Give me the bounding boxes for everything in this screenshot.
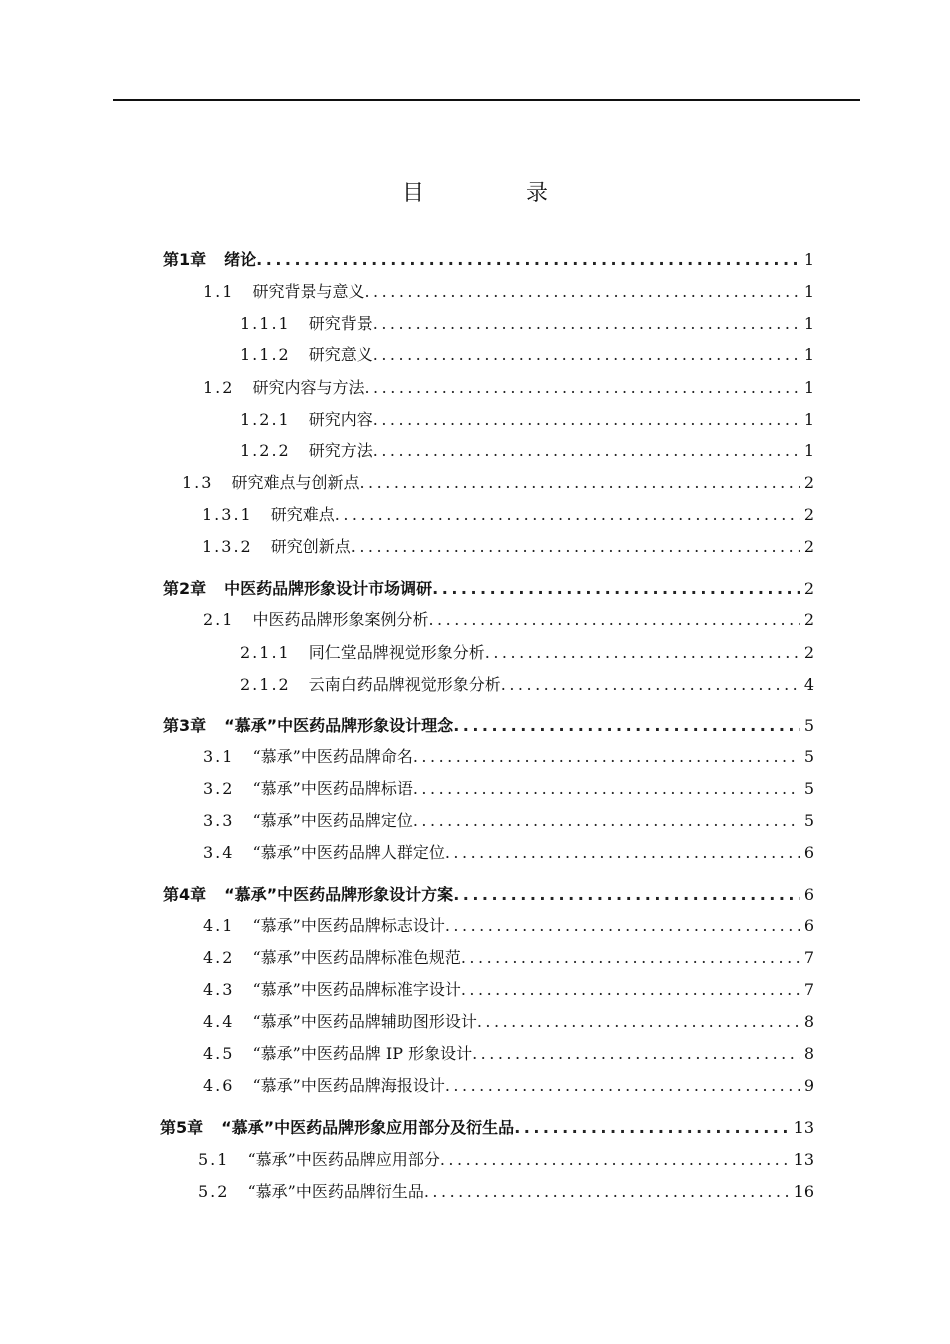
toc-entry[interactable] [203,1074,814,1098]
toc-leader [413,777,800,801]
toc-title: “慕承”中医药品牌形象设计方案 [224,885,454,904]
toc-leader [413,809,800,833]
toc-leader [364,376,799,400]
toc-page: 2 [803,579,814,598]
toc-number: 4.4 [203,1012,235,1031]
toc-entry[interactable] [203,1042,814,1066]
toc-leader [364,280,799,304]
toc-title: 同仁堂品牌视觉形象分析 [308,643,485,662]
toc-title: “慕承”中医药品牌 IP 形象设计 [252,1044,473,1063]
toc-leader [514,1116,789,1140]
toc-number: 3.3 [203,811,235,830]
toc-title: “慕承”中医药品牌应用部分 [247,1150,440,1169]
toc-leader [413,745,800,769]
toc-leader [445,914,800,938]
toc-number: 第4章 [163,885,207,904]
toc-title: 研究背景与意义 [252,282,365,301]
toc-leader [461,978,800,1002]
toc-leader [453,714,800,738]
toc-number: 2.1.2 [240,675,291,694]
toc-title: 中医药品牌形象案例分析 [252,610,429,629]
toc-title: “慕承”中医药品牌人群定位 [252,843,445,862]
toc-page: 6 [803,916,814,935]
toc-page: 1 [803,314,814,333]
toc-title: “慕承”中医药品牌标志设计 [252,916,445,935]
toc-number: 3.4 [203,843,235,862]
toc-leader [373,439,800,463]
toc-number: 4.6 [203,1076,235,1095]
toc-page: 8 [803,1012,814,1031]
toc-entry[interactable] [203,914,814,938]
toc-entry[interactable] [203,946,814,970]
toc-title: 绪论 [224,250,257,269]
toc-leader [477,1010,800,1034]
toc-entry[interactable] [240,343,814,367]
toc-title: “慕承”中医药品牌命名 [252,747,413,766]
toc-entry[interactable] [240,408,814,432]
toc-page: 1 [803,282,814,301]
toc-title: “慕承”中医药品牌标准字设计 [252,980,461,999]
toc-leader [472,1042,800,1066]
toc-page: 2 [803,610,814,629]
toc-page: 1 [803,441,814,460]
toc-number: 1.2.2 [240,441,291,460]
toc-leader [256,248,800,272]
toc-page: 13 [793,1118,814,1137]
toc-entry[interactable] [203,777,814,801]
toc-leader [445,1074,800,1098]
toc-entry[interactable] [203,978,814,1002]
toc-number: 第5章 [160,1118,204,1137]
toc-page: 5 [803,747,814,766]
toc-number: 第3章 [163,716,207,735]
toc-title: “慕承”中医药品牌海报设计 [252,1076,445,1095]
toc-leader [432,577,800,601]
toc-leader [373,408,800,432]
toc-entry[interactable] [198,1148,814,1172]
toc-number: 1.1 [203,282,235,301]
toc-page: 2 [803,537,814,556]
toc-entry[interactable] [203,608,814,632]
toc-title: 研究难点与创新点 [231,473,360,492]
toc-entry[interactable] [203,809,814,833]
toc-entry[interactable] [240,312,814,336]
toc-number: 1.2.1 [240,410,291,429]
toc-leader [424,1180,790,1204]
toc-entry[interactable] [202,503,814,527]
toc-number: 1.3.2 [202,537,253,556]
toc-entry[interactable] [203,280,814,304]
toc-number: 5.2 [198,1182,230,1201]
page-title: 目 录 [401,181,588,206]
toc-title: 研究难点 [270,505,335,524]
toc-entry[interactable] [203,841,814,865]
toc-entry[interactable] [202,535,814,559]
toc-page: 13 [793,1150,814,1169]
toc-number: 4.3 [203,980,235,999]
toc-page: 2 [803,505,814,524]
toc-page: 1 [803,378,814,397]
toc-page: 6 [803,843,814,862]
toc-number: 4.2 [203,948,235,967]
toc-title: “慕承”中医药品牌标准色规范 [252,948,461,967]
toc-title: “慕承”中医药品牌标语 [252,779,413,798]
toc-number: 3.1 [203,747,235,766]
toc-entry[interactable] [163,883,814,907]
toc-number: 1.1.2 [240,345,291,364]
toc-title: 研究内容与方法 [252,378,365,397]
toc-page: 1 [803,250,814,269]
toc-title: “慕承”中医药品牌定位 [252,811,413,830]
toc-leader [501,673,800,697]
toc-entry[interactable] [163,714,814,738]
toc-entry[interactable] [198,1180,814,1204]
toc-page: 4 [803,675,814,694]
toc-page: 5 [803,779,814,798]
toc-leader [359,471,799,495]
toc-leader [453,883,800,907]
toc-number: 2.1 [203,610,235,629]
toc-title: 云南白药品牌视觉形象分析 [308,675,501,694]
toc-title: “慕承”中医药品牌辅助图形设计 [252,1012,477,1031]
toc-number: 5.1 [198,1150,230,1169]
toc-leader [485,641,800,665]
toc-page: 16 [793,1182,814,1201]
toc-entry[interactable] [203,745,814,769]
toc-number: 1.3 [182,473,214,492]
toc-page: 5 [803,716,814,735]
toc-number: 4.5 [203,1044,235,1063]
toc-title: 研究意义 [308,345,373,364]
toc-entry[interactable] [160,1116,814,1140]
toc-entry[interactable] [163,577,814,601]
toc-number: 1.3.1 [202,505,253,524]
toc-title: 研究创新点 [270,537,351,556]
toc-number: 1.2 [203,378,235,397]
toc-number: 2.1.1 [240,643,291,662]
toc-page: 7 [803,948,814,967]
toc-title: “慕承”中医药品牌衍生品 [247,1182,424,1201]
toc-leader [351,535,800,559]
toc-number: 第1章 [163,250,207,269]
toc-title: 研究背景 [308,314,373,333]
toc-leader [335,503,800,527]
toc-entry[interactable] [203,376,814,400]
toc-entry[interactable] [163,248,814,272]
toc-page: 5 [803,811,814,830]
toc-entry[interactable] [240,673,814,697]
toc-leader [428,608,799,632]
toc-leader [461,946,800,970]
toc-title: 中医药品牌形象设计市场调研 [224,579,433,598]
toc-number: 第2章 [163,579,207,598]
toc-entry[interactable] [182,471,814,495]
toc-leader [445,841,800,865]
toc-entry[interactable] [240,641,814,665]
toc-entry[interactable] [240,439,814,463]
toc-page: 8 [803,1044,814,1063]
toc-page: 6 [803,885,814,904]
toc-page: 1 [803,410,814,429]
toc-leader [373,312,800,336]
toc-page: 2 [803,643,814,662]
toc-title: 研究内容 [308,410,373,429]
toc-page: 1 [803,345,814,364]
toc-page: 7 [803,980,814,999]
toc-page: 2 [803,473,814,492]
toc-title: 研究方法 [308,441,373,460]
toc-entry[interactable] [203,1010,814,1034]
toc-number: 4.1 [203,916,235,935]
toc-title: “慕承”中医药品牌形象设计理念 [224,716,454,735]
toc-number: 1.1.1 [240,314,291,333]
toc-leader [373,343,800,367]
toc-page: 9 [803,1076,814,1095]
toc-number: 3.2 [203,779,235,798]
toc-title: “慕承”中医药品牌形象应用部分及衍生品 [221,1118,515,1137]
toc-leader [440,1148,790,1172]
